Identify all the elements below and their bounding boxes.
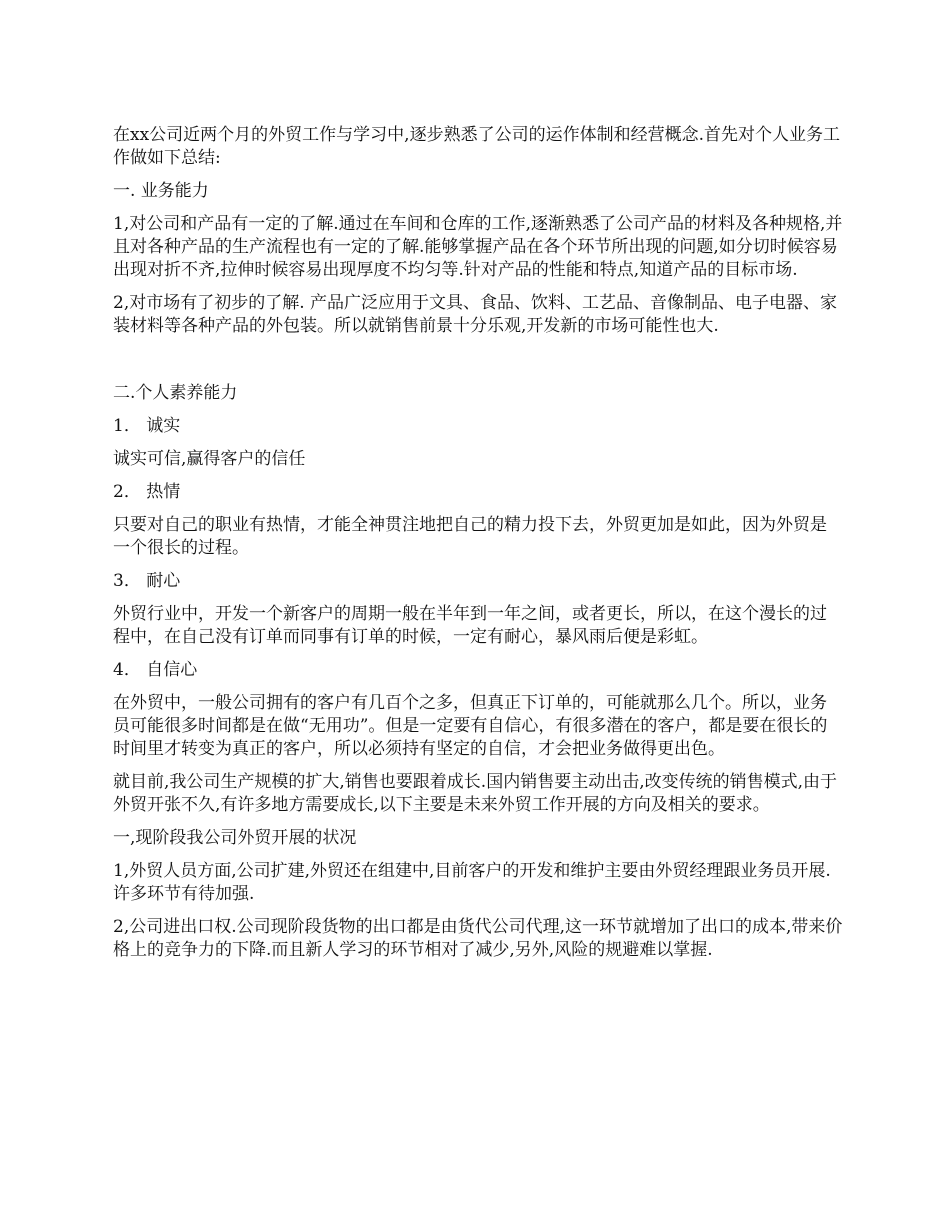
section-heading-business-ability: 一. 业务能力 bbox=[113, 181, 209, 201]
status-point-2: 2,公司进出口权.公司现阶段货物的出口都是由货代公司代理,这一环节就增加了出口的成本,带来价格上的竞争力的下降.而且新人学习的环节相对了减少,另外,风险的规避难以掌握. bbox=[113, 917, 843, 960]
section-heading-personal-quality: 二.个人素养能力 bbox=[113, 383, 238, 403]
quality-text-confidence: 在外贸中，一般公司拥有的客户有几百个之多，但真正下订单的，可能就那么几个。所以，业务员可能很多时间都是在做“无用功”。但是一定要有自信心，有很多潜在的客户，都是要在很长的时间里才转变为真正的客户，所以必须持有坚定的自信，才会把业务做得更出色。 bbox=[113, 693, 828, 759]
quality-text-patience: 外贸行业中，开发一个新客户的周期一般在半年到一年之间，或者更长，所以，在这个漫长的过程中，在自己没有订单而同事有订单的时候，一定有耐心，暴风雨后便是彩虹。 bbox=[113, 604, 827, 647]
intro-paragraph: 在xx公司近两个月的外贸工作与学习中,逐步熟悉了公司的运作体制和经营概念.首先对个人业务工作做如下总结: bbox=[113, 125, 840, 168]
business-point-2: 2,对市场有了初步的了解. 产品广泛应用于文具、食品、饮料、工艺品、音像制品、电子电器、家装材料等各种产品的外包装。所以就销售前景十分乐观,开发新的市场可能性也大. bbox=[113, 293, 838, 336]
quality-item-patience: 3． 耐心 bbox=[113, 571, 181, 591]
status-point-1: 1,外贸人员方面,公司扩建,外贸还在组建中,目前客户的开发和维护主要由外贸经理跟业务员开展.许多环节有待加强. bbox=[113, 861, 831, 904]
section-heading-current-status: 一,现阶段我公司外贸开展的状况 bbox=[113, 828, 357, 848]
quality-item-honesty: 1． 诚实 bbox=[113, 416, 181, 436]
quality-item-confidence: 4． 自信心 bbox=[113, 660, 198, 680]
quality-text-honesty: 诚实可信,赢得客户的信任 bbox=[113, 449, 306, 469]
current-outlook-paragraph: 就目前,我公司生产规模的扩大,销售也要跟着成长.国内销售要主动出击,改变传统的销售模式,由于外贸开张不久,有许多地方需要成长,以下主要是未来外贸工作开展的方向及相关的要求。 bbox=[113, 772, 838, 815]
quality-text-enthusiasm: 只要对自己的职业有热情，才能全神贯注地把自己的精力投下去，外贸更加是如此，因为外贸是一个很长的过程。 bbox=[113, 515, 827, 558]
section-spacer bbox=[113, 348, 843, 382]
business-point-1: 1,对公司和产品有一定的了解.通过在车间和仓库的工作,逐渐熟悉了公司产品的材料及各种规格,并且对各种产品的生产流程也有一定的了解.能够掌握产品在各个环节所出现的问题,如分切时候容易出现对折不齐,拉伸时候容易出现厚度不均匀等.针对产品的性能和特点,知道产品的目标市场. bbox=[113, 214, 843, 280]
document-body bbox=[113, 124, 843, 972]
quality-item-enthusiasm: 2． 热情 bbox=[113, 482, 181, 502]
